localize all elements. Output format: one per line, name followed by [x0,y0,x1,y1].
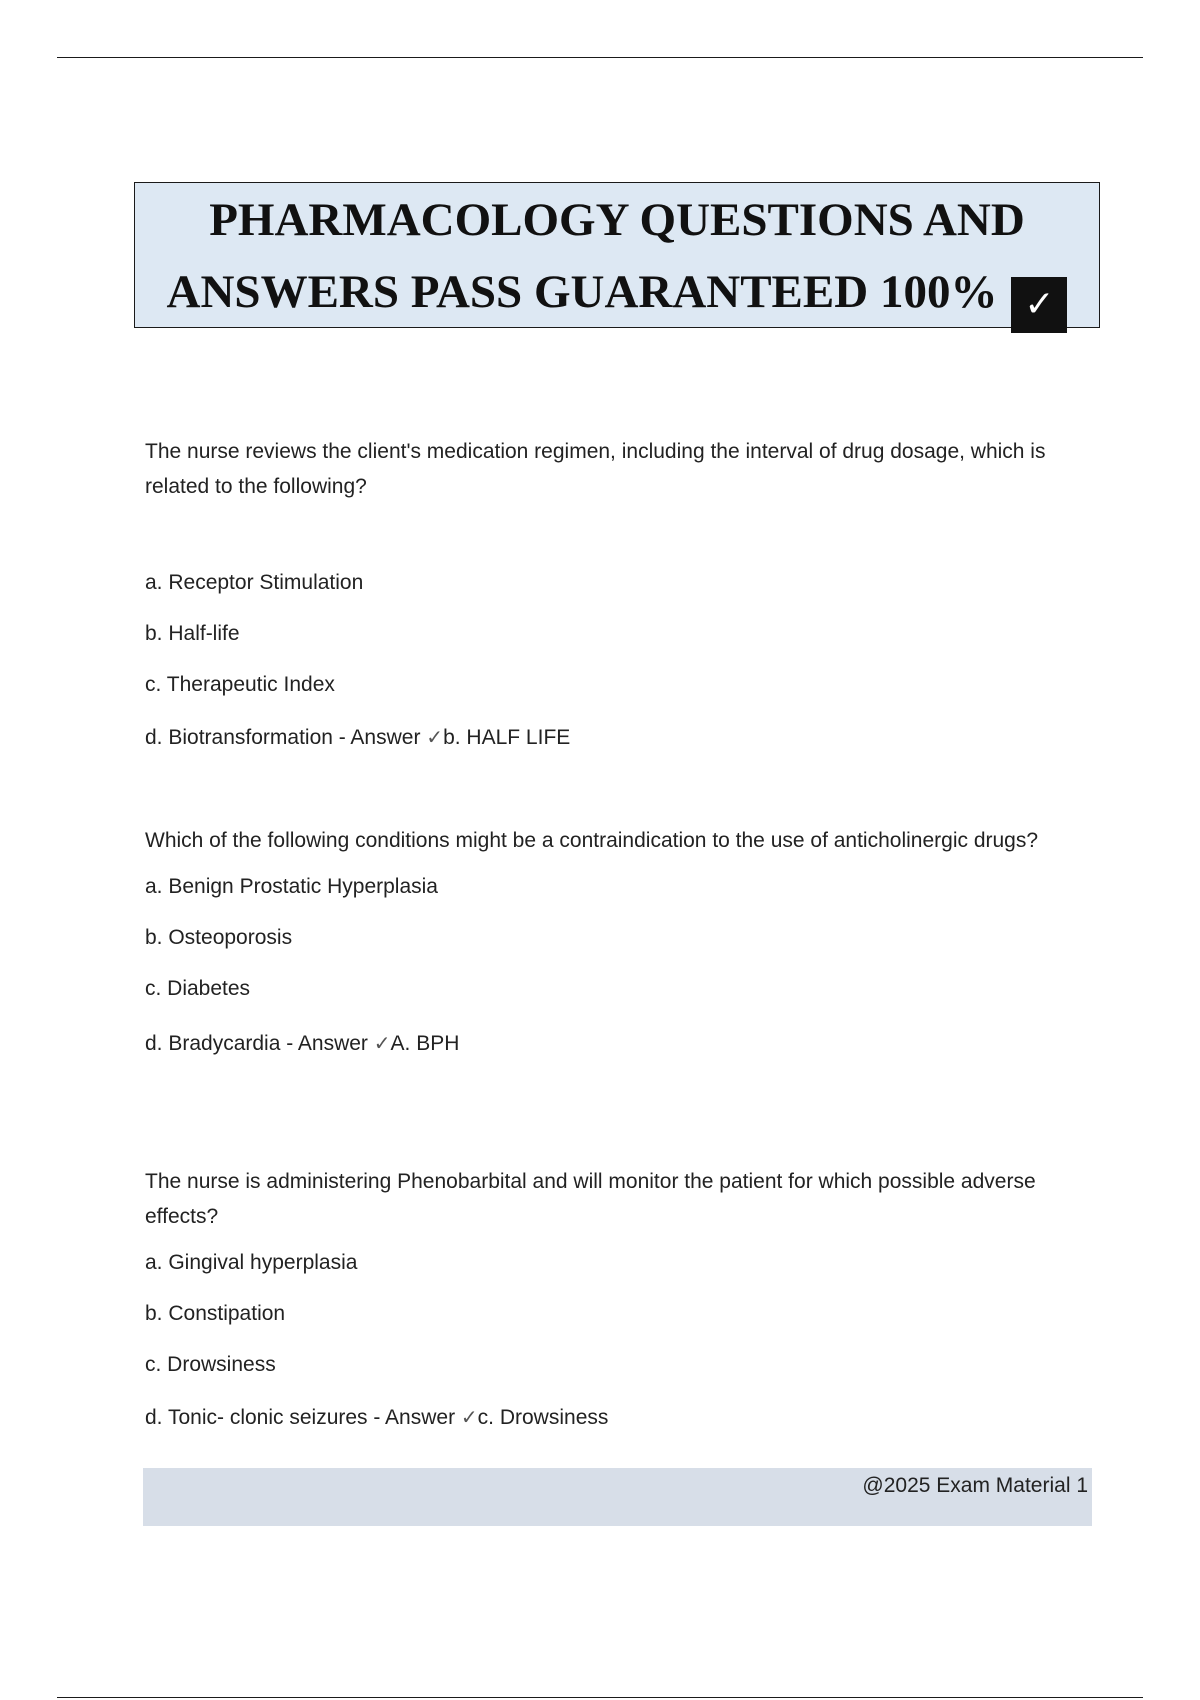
question-block-3 [145,1164,1095,1433]
question-text: The nurse is administering Phenobarbital and will monitor the patient for which possible adverse effects? [145,1170,1036,1228]
option-d: d. Biotransformation - Answer [145,726,427,749]
footer-text: @2025 Exam Material 1 [862,1474,1088,1497]
option-c: c. Drowsiness [145,1353,276,1376]
answer-check-icon: ✓ [460,1405,478,1429]
option-d-with-answer [145,1028,1095,1059]
question-block-2 [145,823,1095,1059]
title-line-2-text: ANSWERS PASS GUARANTEED 100% [166,266,998,318]
option-b: b. Constipation [145,1302,286,1325]
top-rule [57,57,1143,58]
option-c: c. Diabetes [145,977,251,1000]
answer-check-icon: ✓ [373,1031,391,1055]
question-text: The nurse reviews the client's medication regimen, including the interval of drug dosage, which is related to the following? [145,440,1046,498]
question-text: Which of the following conditions might be a contraindication to the use of anticholinergic drugs? [145,829,1039,852]
option-a: a. Benign Prostatic Hyperplasia [145,875,438,898]
option-c: c. Therapeutic Index [145,673,335,696]
title-line-2 [135,256,1099,333]
document-title-banner [134,182,1100,328]
answer-text: c. Drowsiness [477,1406,609,1429]
option-a: a. Receptor Stimulation [145,571,364,594]
answer-check-icon: ✓ [426,725,444,749]
answer-text: A. BPH [390,1032,460,1055]
question-block-1 [145,434,1095,753]
page-footer [143,1468,1092,1526]
option-d: d. Bradycardia - Answer [145,1032,374,1055]
option-a: a. Gingival hyperplasia [145,1251,358,1274]
option-d-with-answer [145,722,1095,753]
title-line-1: PHARMACOLOGY QUESTIONS AND [209,194,1025,246]
bottom-rule [57,1697,1143,1698]
option-b: b. Half-life [145,622,240,645]
option-d: d. Tonic- clonic seizures - Answer [145,1406,461,1429]
option-b: b. Osteoporosis [145,926,293,949]
option-d-with-answer [145,1402,1095,1433]
answer-text: b. HALF LIFE [443,726,571,749]
checkbox-checked-icon: ✓ [1011,277,1067,333]
